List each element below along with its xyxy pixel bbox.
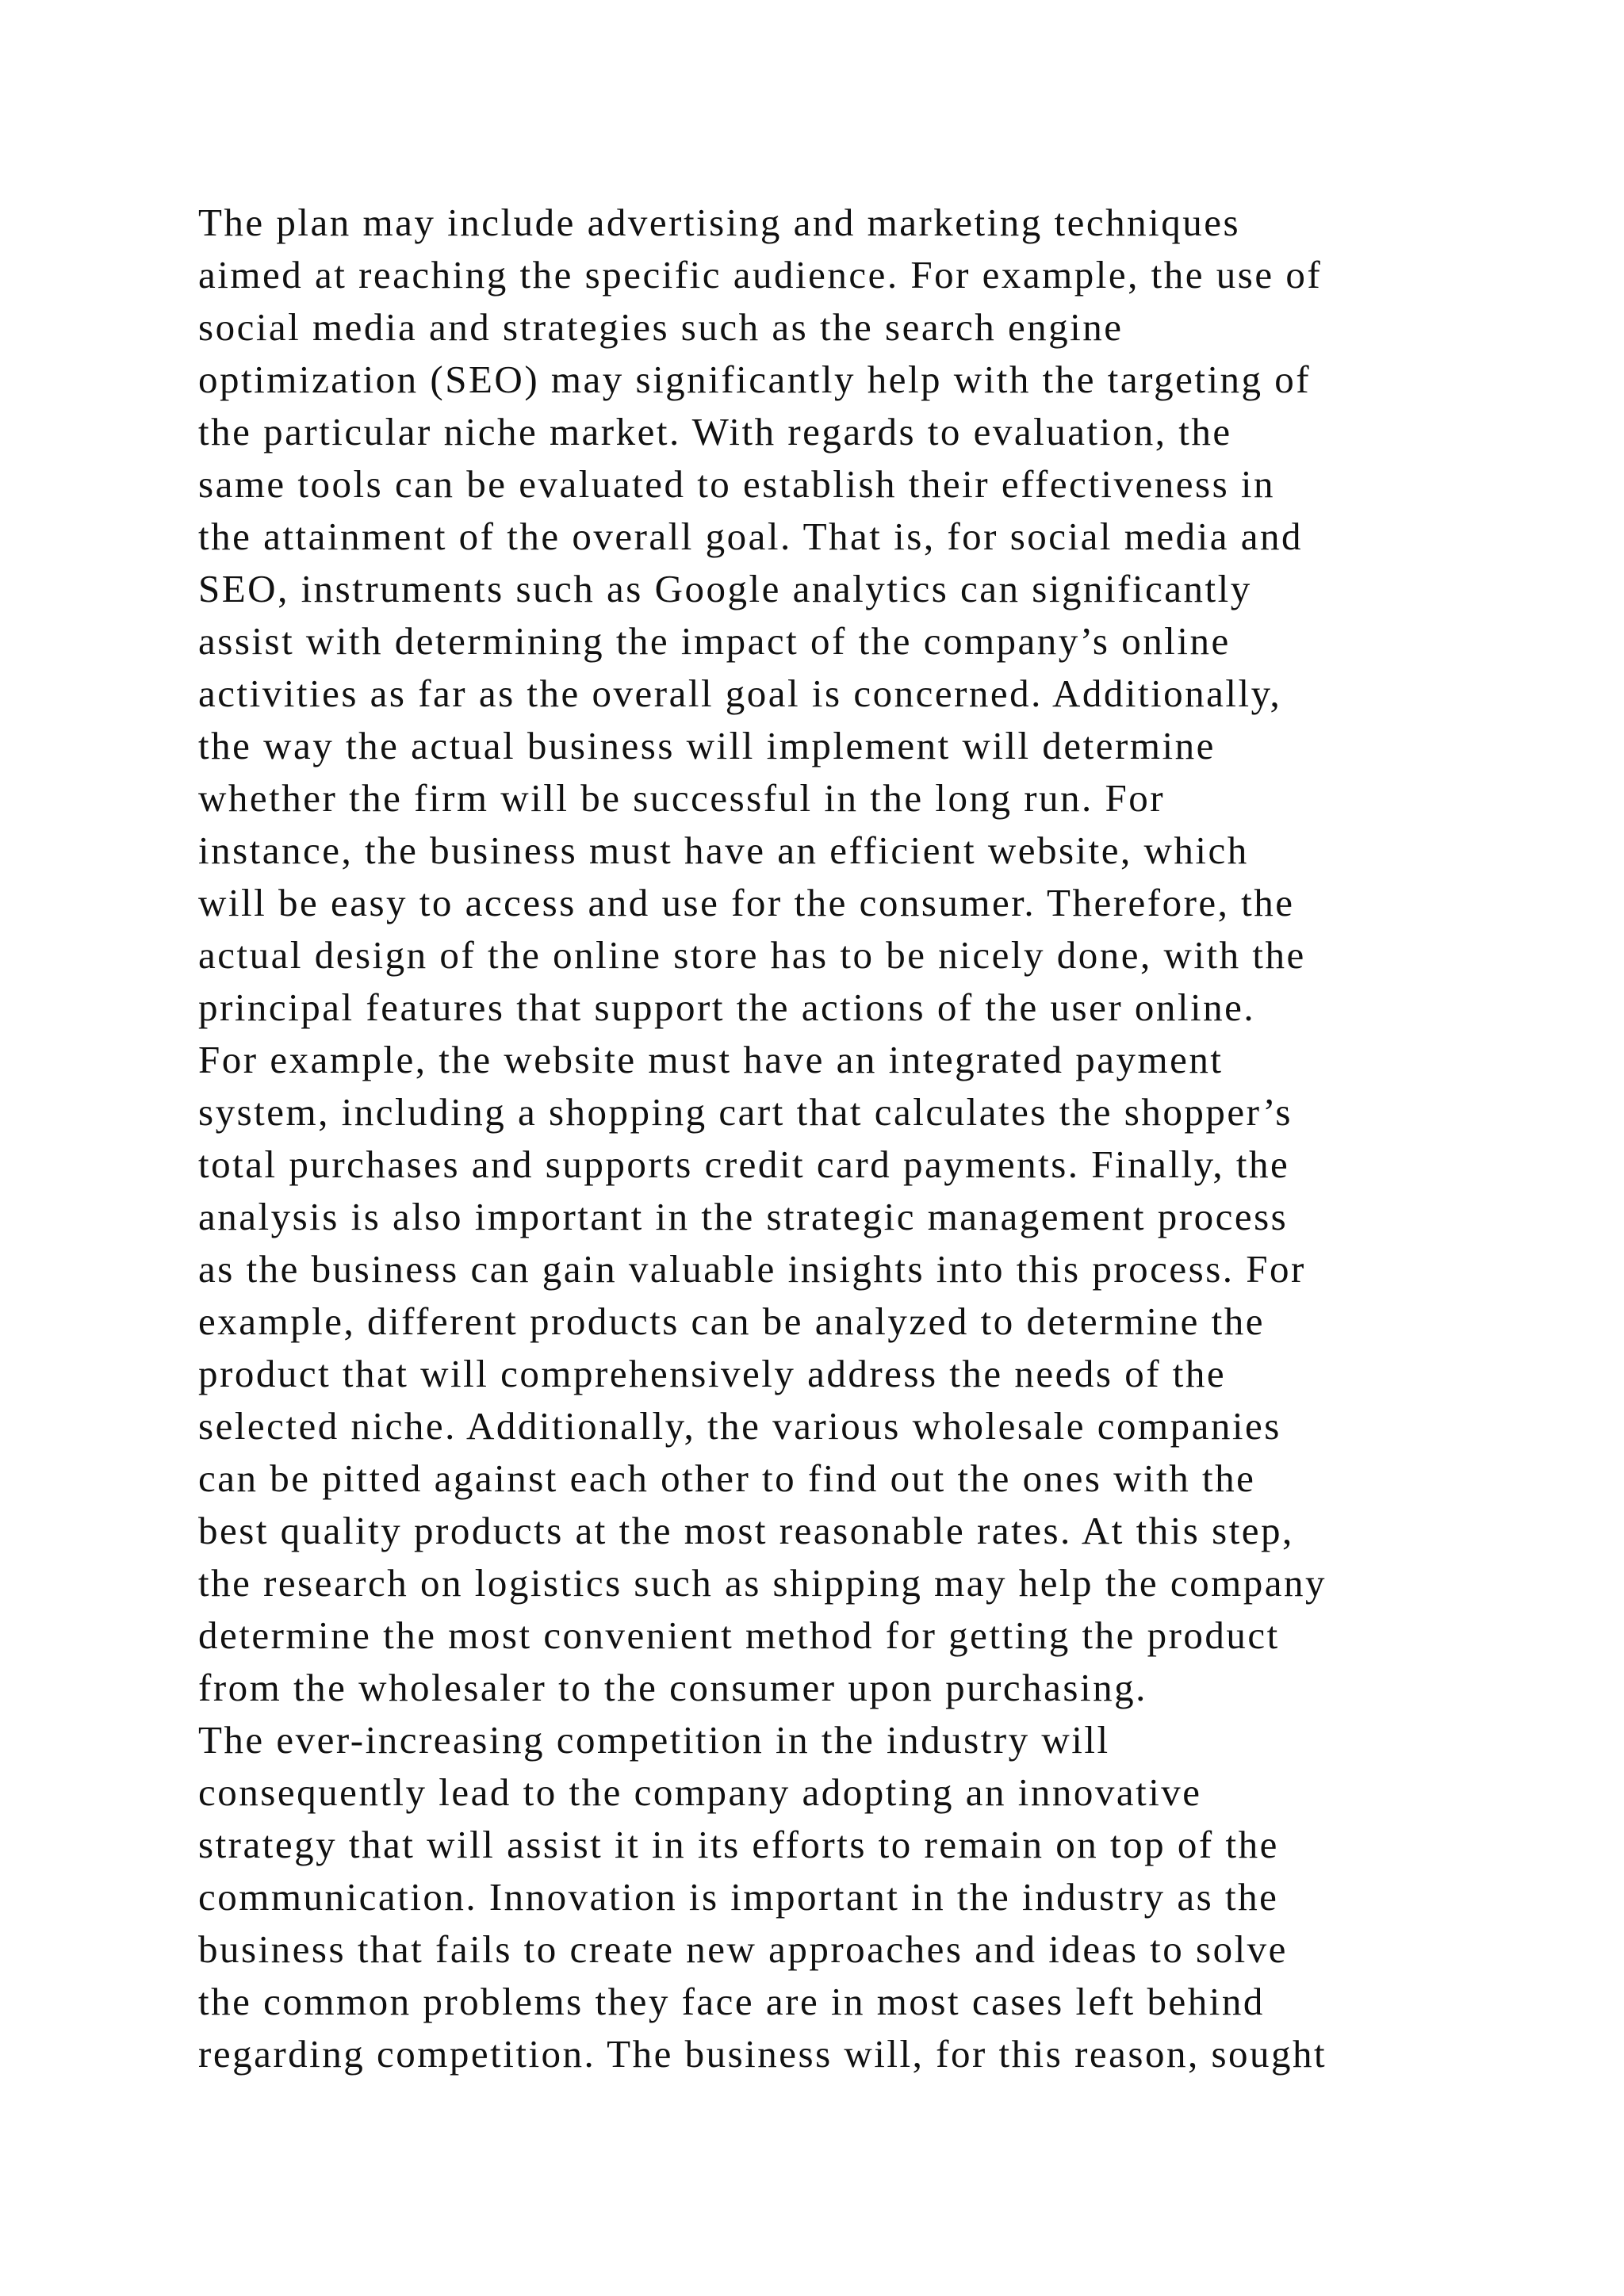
- text-line: determine the most convenient method for getting the product: [198, 1613, 1280, 1657]
- text-line: strategy that will assist it in its efforts to remain on top of the: [198, 1823, 1279, 1866]
- text-line: social media and strategies such as the search engine: [198, 305, 1124, 349]
- text-line: product that will comprehensively address the needs of the: [198, 1352, 1227, 1395]
- text-line: consequently lead to the company adopting an innovative: [198, 1770, 1202, 1814]
- text-line: will be easy to access and use for the consumer. Therefore, the: [198, 881, 1295, 924]
- text-line: from the wholesaler to the consumer upon purchasing.: [198, 1666, 1147, 1709]
- text-line: total purchases and supports credit card payments. Finally, the: [198, 1142, 1290, 1186]
- text-line: The plan may include advertising and marketing techniques: [198, 201, 1241, 244]
- text-line: For example, the website must have an integrated payment: [198, 1038, 1224, 1081]
- text-line: aimed at reaching the specific audience. For example, the use of: [198, 253, 1323, 297]
- text-line: principal features that support the actions of the user online.: [198, 985, 1256, 1029]
- text-line: as the business can gain valuable insights into this process. For: [198, 1247, 1306, 1291]
- text-line: the particular niche market. With regards to evaluation, the: [198, 410, 1232, 453]
- text-line: communication. Innovation is important in the industry as the: [198, 1875, 1279, 1919]
- body-text: [198, 197, 1546, 2080]
- text-line: instance, the business must have an efficient website, which: [198, 828, 1249, 872]
- text-line: best quality products at the most reasonable rates. At this step,: [198, 1509, 1294, 1552]
- text-line: optimization (SEO) may significantly help with the targeting of: [198, 358, 1312, 401]
- text-line: system, including a shopping cart that calculates the shopper’s: [198, 1090, 1293, 1134]
- text-line: same tools can be evaluated to establish their effectiveness in: [198, 462, 1276, 506]
- text-line: The ever-increasing competition in the industry will: [198, 1718, 1110, 1762]
- text-line: assist with determining the impact of the company’s online: [198, 619, 1231, 663]
- text-line: activities as far as the overall goal is concerned. Additionally,: [198, 672, 1282, 715]
- text-line: the attainment of the overall goal. That is, for social media and: [198, 515, 1304, 558]
- text-line: actual design of the online store has to be nicely done, with the: [198, 933, 1306, 977]
- text-line: analysis is also important in the strategic management process: [198, 1195, 1289, 1238]
- text-line: the common problems they face are in most cases left behind: [198, 1980, 1265, 2023]
- text-line: the way the actual business will implement will determine: [198, 724, 1216, 767]
- text-line: regarding competition. The business will, for this reason, sought: [198, 2032, 1327, 2076]
- text-line: business that fails to create new approaches and ideas to solve: [198, 1927, 1288, 1971]
- text-line: example, different products can be analyzed to determine the: [198, 1299, 1265, 1343]
- text-line: selected niche. Additionally, the various wholesale companies: [198, 1404, 1281, 1448]
- text-line: can be pitted against each other to find out the ones with the: [198, 1456, 1256, 1500]
- text-line: whether the firm will be successful in the long run. For: [198, 776, 1166, 820]
- text-line: SEO, instruments such as Google analytics can significantly: [198, 567, 1252, 610]
- text-line: the research on logistics such as shipping may help the company: [198, 1561, 1327, 1605]
